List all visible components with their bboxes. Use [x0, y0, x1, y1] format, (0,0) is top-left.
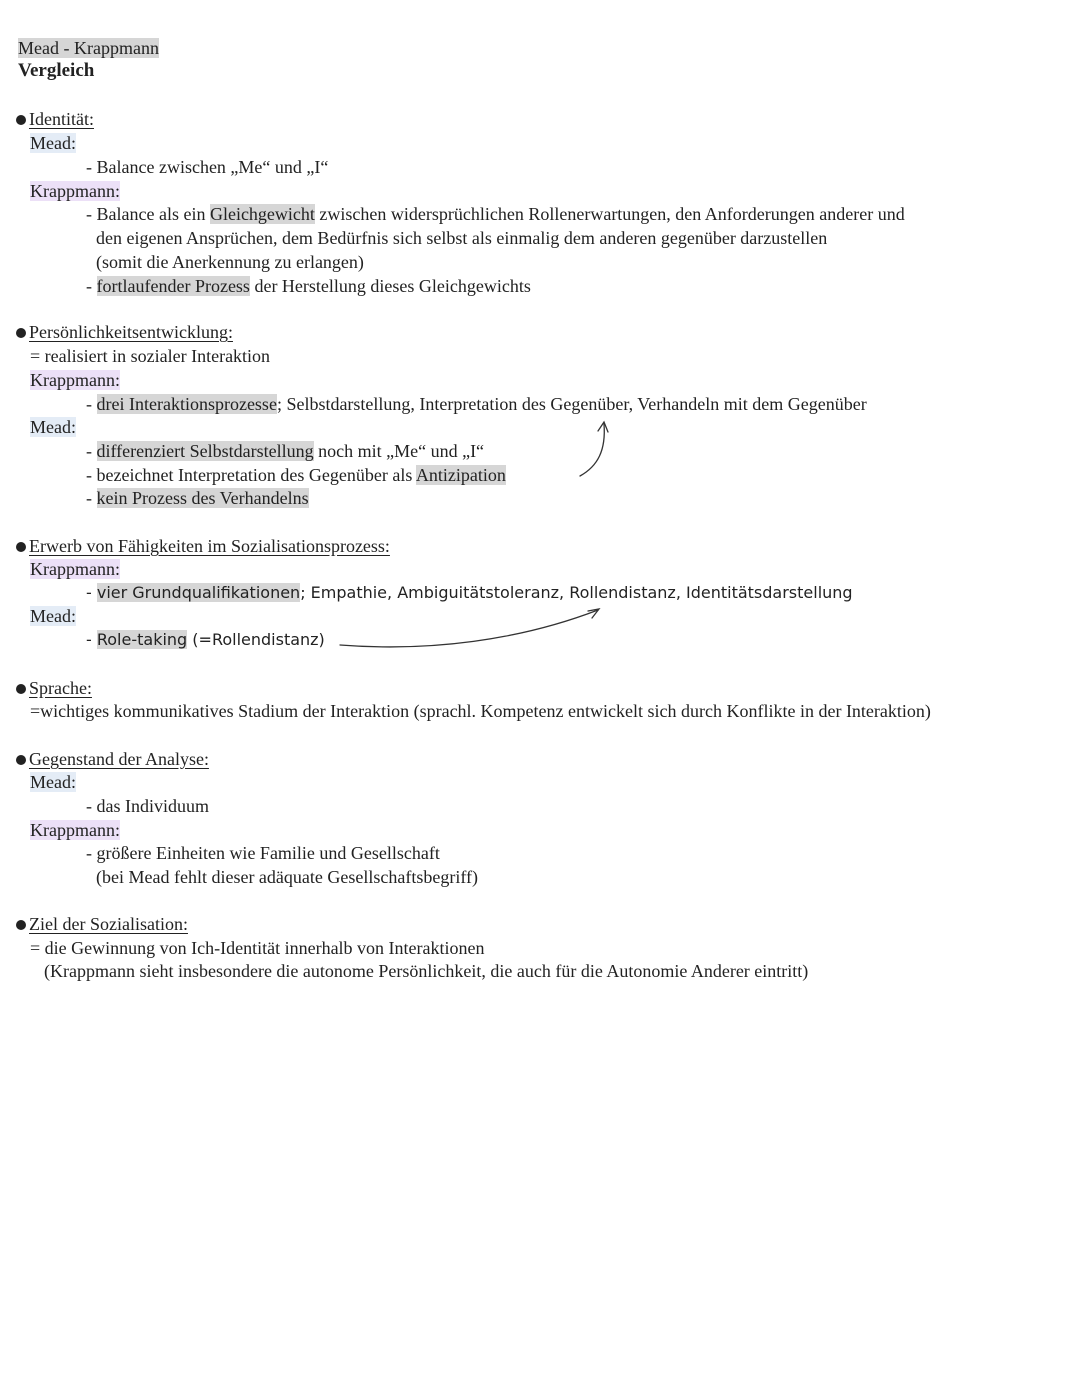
mead-label: Mead: [30, 772, 76, 792]
section-heading-persoenlichkeit: Persönlichkeitsentwicklung: [16, 321, 233, 343]
list-item: - größere Einheiten wie Familie und Gesellschaft [86, 843, 440, 863]
list-item: - differenziert Selbstdarstellung noch mit „Me“ und „I“ [86, 441, 485, 461]
section-heading-faehigkeiten: Erwerb von Fähigkeiten im Sozialisationsprozess: [16, 535, 390, 557]
section-heading-gegenstand: Gegenstand der Analyse: [16, 748, 209, 770]
section-heading-identitaet: Identität: [16, 108, 94, 130]
document-title: Vergleich [18, 60, 95, 81]
definition: =wichtiges kommunikatives Stadium der Interaktion (sprachl. Kompetenz entwickelt sich durch Konflikte in der Interaktion) [30, 701, 931, 721]
definition: = die Gewinnung von Ich-Identität innerhalb von Interaktionen [30, 938, 485, 958]
note: (Krappmann sieht insbesondere die autonome Persönlichkeit, die auch für die Autonomie Anderer eintritt) [44, 961, 809, 981]
krappmann-label: Krappmann: [30, 181, 120, 201]
krappmann-label: Krappmann: [30, 559, 120, 579]
list-item-continuation: den eigenen Ansprüchen, dem Bedürfnis sich selbst als einmalig dem anderen gegenüber darzustellen [96, 228, 828, 248]
krappmann-label: Krappmann: [30, 370, 120, 390]
list-item: - fortlaufender Prozess der Herstellung dieses Gleichgewichts [86, 276, 531, 296]
definition: = realisiert in sozialer Interaktion [30, 346, 271, 366]
krappmann-label: Krappmann: [30, 820, 120, 840]
curved-arrow-icon [580, 424, 604, 476]
section-heading-ziel: Ziel der Sozialisation: [16, 913, 188, 935]
curved-arrow-icon [340, 610, 598, 647]
list-item: - Balance als ein Gleichgewicht zwischen widersprüchlichen Rollenerwartungen, den Anforderungen anderer und [86, 204, 905, 224]
mead-label: Mead: [30, 417, 76, 437]
mead-label: Mead: [30, 133, 76, 153]
mead-label: Mead: [30, 606, 76, 626]
list-item: - bezeichnet Interpretation des Gegenüber als Antizipation [86, 465, 506, 485]
list-item: - Role-taking (=Rollendistanz) [86, 630, 325, 649]
list-item-continuation: (bei Mead fehlt dieser adäquate Gesellschaftsbegriff) [96, 867, 478, 887]
list-item: - kein Prozess des Verhandelns [86, 488, 309, 508]
list-item: - das Individuum [86, 796, 209, 816]
list-item-continuation: (somit die Anerkennung zu erlangen) [96, 252, 364, 272]
section-heading-sprache: Sprache: [16, 677, 92, 699]
document-subtitle: Mead - Krappmann [18, 38, 159, 58]
list-item: - Balance zwischen „Me“ und „I“ [86, 157, 329, 177]
list-item: - vier Grundqualifikationen; Empathie, Ambiguitätstoleranz, Rollendistanz, Identitätsdarstellung [86, 583, 853, 602]
list-item: - drei Interaktionsprozesse; Selbstdarstellung, Interpretation des Gegenüber, Verhandeln mit dem Gegenüber [86, 394, 867, 414]
